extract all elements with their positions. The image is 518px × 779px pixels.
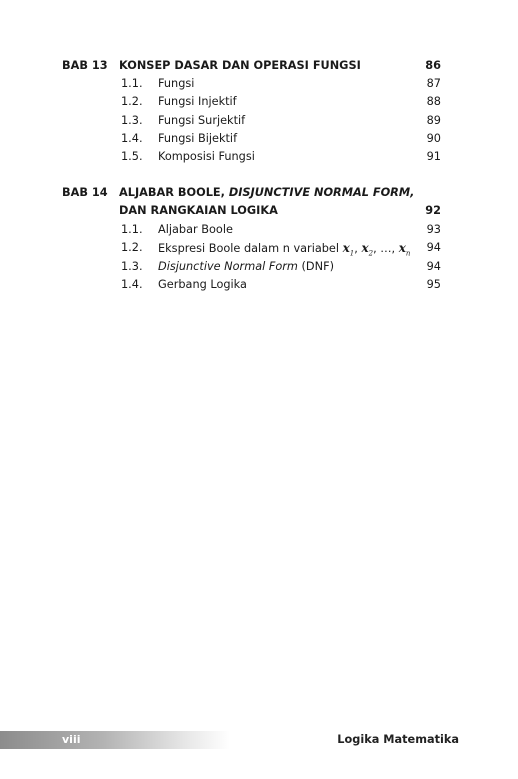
section-page: 94 — [426, 241, 441, 254]
section-page: 88 — [426, 95, 441, 108]
section-number: 1.2. — [121, 95, 143, 108]
section-number: 1.3. — [121, 260, 143, 273]
section-page: 94 — [426, 260, 441, 273]
toc-entry — [0, 276, 518, 294]
toc-entry — [0, 239, 518, 257]
section-page: 91 — [426, 150, 441, 163]
toc-entry — [0, 148, 518, 166]
chapter-heading — [0, 184, 518, 202]
section-title: Fungsi Surjektif — [158, 114, 246, 127]
section-title: Fungsi Injektif — [158, 95, 237, 108]
section-title: Aljabar Boole — [158, 223, 233, 236]
section-page: 89 — [426, 114, 441, 127]
section-number: 1.4. — [121, 278, 143, 291]
section-page: 87 — [426, 77, 441, 90]
toc-entry — [0, 258, 518, 276]
section-title — [158, 258, 334, 276]
chapter-label: BAB 13 — [62, 59, 108, 72]
section-title: Komposisi Fungsi — [158, 150, 255, 163]
chapter-label: BAB 14 — [62, 186, 108, 199]
section-number: 1.3. — [121, 114, 143, 127]
toc-entry — [0, 130, 518, 148]
chapter-title-line2: DAN RANGKAIAN LOGIKA — [119, 204, 278, 217]
toc-entry — [0, 221, 518, 239]
section-page: 93 — [426, 223, 441, 236]
chapter-title-part: ALJABAR BOOLE, — [119, 186, 229, 199]
variable-x2: $x_2$ — [361, 241, 374, 258]
section-title: Fungsi Bijektif — [158, 132, 238, 145]
section-page: 90 — [426, 132, 441, 145]
section-number: 1.2. — [121, 241, 143, 254]
variable-x1: $x_1$ — [342, 241, 355, 258]
chapter-title-line1 — [119, 184, 414, 202]
toc-entry — [0, 112, 518, 130]
toc-entry — [0, 93, 518, 111]
section-title: Fungsi — [158, 77, 195, 90]
section-page: 95 — [426, 278, 441, 291]
toc-entry — [0, 75, 518, 93]
footer-book-title: Logika Matematika — [337, 733, 459, 746]
variable-xn: $x_n$ — [398, 241, 411, 258]
section-title-text: Ekspresi Boole dalam n variabel — [158, 242, 343, 255]
chapter-heading — [0, 57, 518, 75]
chapter-title: KONSEP DASAR DAN OPERASI FUNGSI — [119, 59, 361, 72]
chapter-heading-line2 — [0, 202, 518, 220]
footer-page-number: viii — [62, 733, 81, 746]
section-title-italic: Disjunctive Normal Form — [158, 260, 298, 273]
chapter-page: 92 — [425, 204, 441, 217]
section-number: 1.1. — [121, 77, 143, 90]
section-number: 1.1. — [121, 223, 143, 236]
section-title: Ekspresi Boole dalam n variabel $x_1$, $x_2$, …, $x_n$ — [158, 241, 411, 258]
chapter-title-italic: DISJUNCTIVE NORMAL FORM, — [228, 186, 415, 199]
section-number: 1.4. — [121, 132, 143, 145]
section-number: 1.5. — [121, 150, 143, 163]
footer-gradient-bar — [0, 731, 230, 749]
chapter-page: 86 — [425, 59, 441, 72]
section-title-rest: (DNF) — [297, 260, 334, 273]
section-title: Gerbang Logika — [158, 278, 247, 291]
page-footer — [0, 731, 518, 749]
